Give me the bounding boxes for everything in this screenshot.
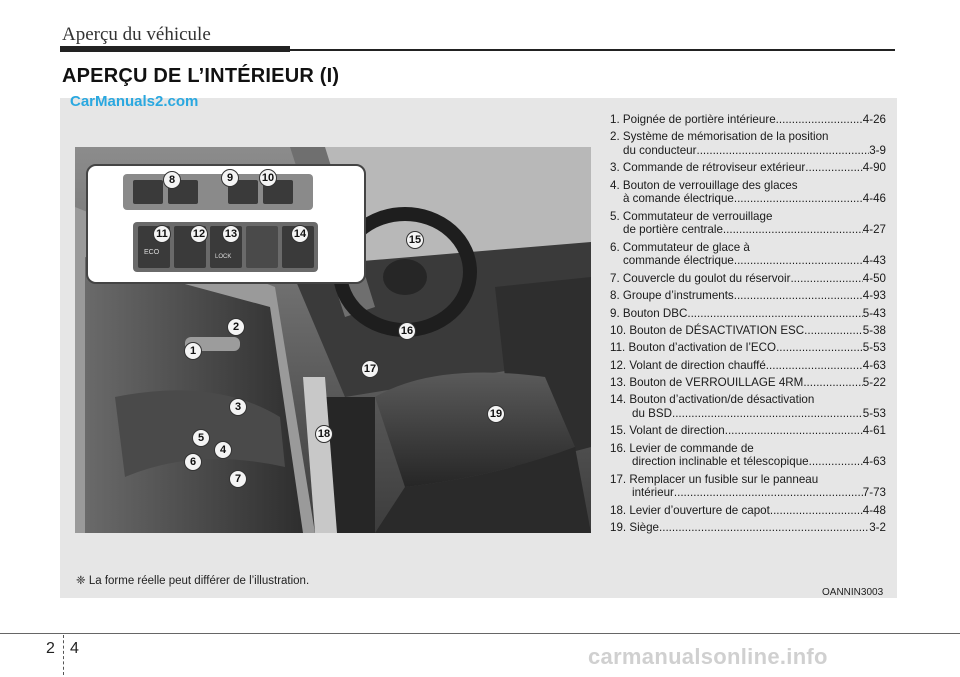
legend-item	[610, 376, 886, 390]
legend-item-text: 7. Couvercle du goulot du réservoir	[610, 271, 791, 285]
legend-item-page: 4-27	[862, 223, 886, 237]
illustration-note: ❈ La forme réelle peut différer de l’illustration.	[76, 575, 310, 587]
legend-item	[610, 424, 886, 438]
callout-3: 3	[229, 398, 247, 416]
legend-item-text: 8. Groupe d’instruments	[610, 289, 734, 303]
callout-11: 11	[153, 225, 171, 243]
legend-item-text: 18. Levier d’ouverture de capot	[610, 503, 770, 517]
legend-item-page: 5-53	[862, 341, 886, 355]
legend-item	[610, 393, 886, 420]
legend-item-page: 3-9	[869, 143, 886, 157]
legend-item	[610, 504, 886, 518]
legend-item-page: 5-38	[862, 323, 886, 337]
section-rule-thick	[60, 46, 290, 52]
image-code: OANNIN3003	[822, 587, 884, 598]
legend-item-text: 9. Bouton DBC	[610, 306, 688, 320]
legend-item-page: 4-90	[862, 161, 886, 175]
legend-item-text: 10. Bouton de DÉSACTIVATION ESC	[610, 323, 805, 337]
legend-item	[610, 113, 886, 127]
legend-item	[610, 341, 886, 355]
legend-item-text: direction inclinable et télescopique	[632, 455, 809, 469]
watermark-bottom[interactable]: carmanualsonline.info	[588, 644, 828, 669]
legend-item-text: 11. Bouton d’activation de l’ECO	[610, 341, 777, 355]
legend-item-text: 4. Bouton de verrouillage des glaces	[610, 178, 798, 192]
eco-button-label: ECO	[144, 249, 160, 256]
page-number-page: 4	[70, 640, 79, 657]
legend-item-page: 4-50	[862, 271, 886, 285]
legend-item-text: 14. Bouton d’activation/de désactivation	[610, 393, 815, 407]
legend-item-page: 4-48	[862, 503, 886, 517]
legend-item	[610, 210, 886, 237]
legend-item-page: 3-2	[869, 521, 886, 535]
callout-13: 13	[222, 225, 240, 243]
callout-5: 5	[192, 429, 210, 447]
legend-item-text: 13. Bouton de VERROUILLAGE 4RM	[610, 376, 804, 390]
legend-item-page: 4-43	[862, 254, 886, 268]
page-separator	[63, 635, 65, 675]
page-title: APERÇU DE L’INTÉRIEUR (I)	[62, 65, 340, 87]
legend-item-page: 5-22	[862, 376, 886, 390]
callout-17: 17	[361, 360, 379, 378]
legend-item-text: 15. Volant de direction	[610, 424, 725, 438]
legend-item-page: 4-46	[862, 192, 886, 206]
callout-10: 10	[259, 169, 277, 187]
legend-item-page: 7-73	[862, 486, 886, 500]
legend-item-text: 1. Poignée de portière intérieure	[610, 113, 776, 126]
legend-item	[610, 272, 886, 286]
legend-item	[610, 241, 886, 268]
legend-item-text: 3. Commande de rétroviseur extérieur	[610, 161, 806, 175]
bottom-rule	[0, 633, 960, 634]
lock-button-label: LOCK	[215, 254, 232, 260]
legend-item-text: 16. Levier de commande de	[610, 441, 754, 455]
section-title: Aperçu du véhicule	[62, 24, 211, 45]
legend-item-text: 12. Volant de direction chauffé	[610, 358, 766, 372]
legend-item-page: 5-43	[862, 306, 886, 320]
legend-item-text: 19. Siège	[610, 521, 659, 535]
legend-item	[610, 521, 886, 535]
section-rule-thin	[290, 49, 895, 51]
legend-item-page: 4-93	[862, 289, 886, 303]
page-number-section: 2	[46, 640, 55, 657]
legend-item-text: du conducteur	[623, 143, 697, 157]
callout-16: 16	[398, 322, 416, 340]
callout-8: 8	[163, 171, 181, 189]
legend-item-text: 2. Système de mémorisation de la position	[610, 130, 829, 144]
legend-item	[610, 307, 886, 321]
legend-item-page: 4-63	[862, 358, 886, 372]
legend-item	[610, 161, 886, 175]
callout-14: 14	[291, 225, 309, 243]
legend-item-page: 5-53	[862, 407, 886, 421]
legend-item-page: 4-63	[862, 455, 886, 469]
legend-item-text: commande électrique	[623, 254, 734, 268]
callout-7: 7	[229, 470, 247, 488]
watermark-top[interactable]: CarManuals2.com	[70, 93, 199, 110]
legend-item	[610, 359, 886, 373]
callout-12: 12	[190, 225, 208, 243]
callout-18: 18	[315, 425, 333, 443]
legend-item-text: 5. Commutateur de verrouillage	[610, 209, 773, 223]
callout-15: 15	[406, 231, 424, 249]
legend-item-page: 4-61	[862, 424, 886, 438]
legend-item	[610, 130, 886, 157]
legend-item	[610, 289, 886, 303]
legend-list	[610, 113, 886, 539]
legend-item	[610, 324, 886, 338]
legend-item-text: de portière centrale	[623, 223, 723, 237]
legend-item	[610, 442, 886, 469]
callout-9: 9	[221, 169, 239, 187]
legend-item-text: du BSD	[632, 407, 672, 421]
legend-item-text: 6. Commutateur de glace à	[610, 240, 750, 254]
legend-item	[610, 179, 886, 206]
legend-item-text: à comande électrique	[623, 192, 734, 206]
callout-1: 1	[184, 342, 202, 360]
legend-item-text: intérieur	[632, 486, 674, 500]
legend-item-text: 17. Remplacer un fusible sur le panneau	[610, 472, 819, 486]
legend-item-page: 4-26	[862, 113, 886, 126]
callout-2: 2	[227, 318, 245, 336]
callout-19: 19	[487, 405, 505, 423]
callout-6: 6	[184, 453, 202, 471]
legend-item	[610, 473, 886, 500]
callout-4: 4	[214, 441, 232, 459]
